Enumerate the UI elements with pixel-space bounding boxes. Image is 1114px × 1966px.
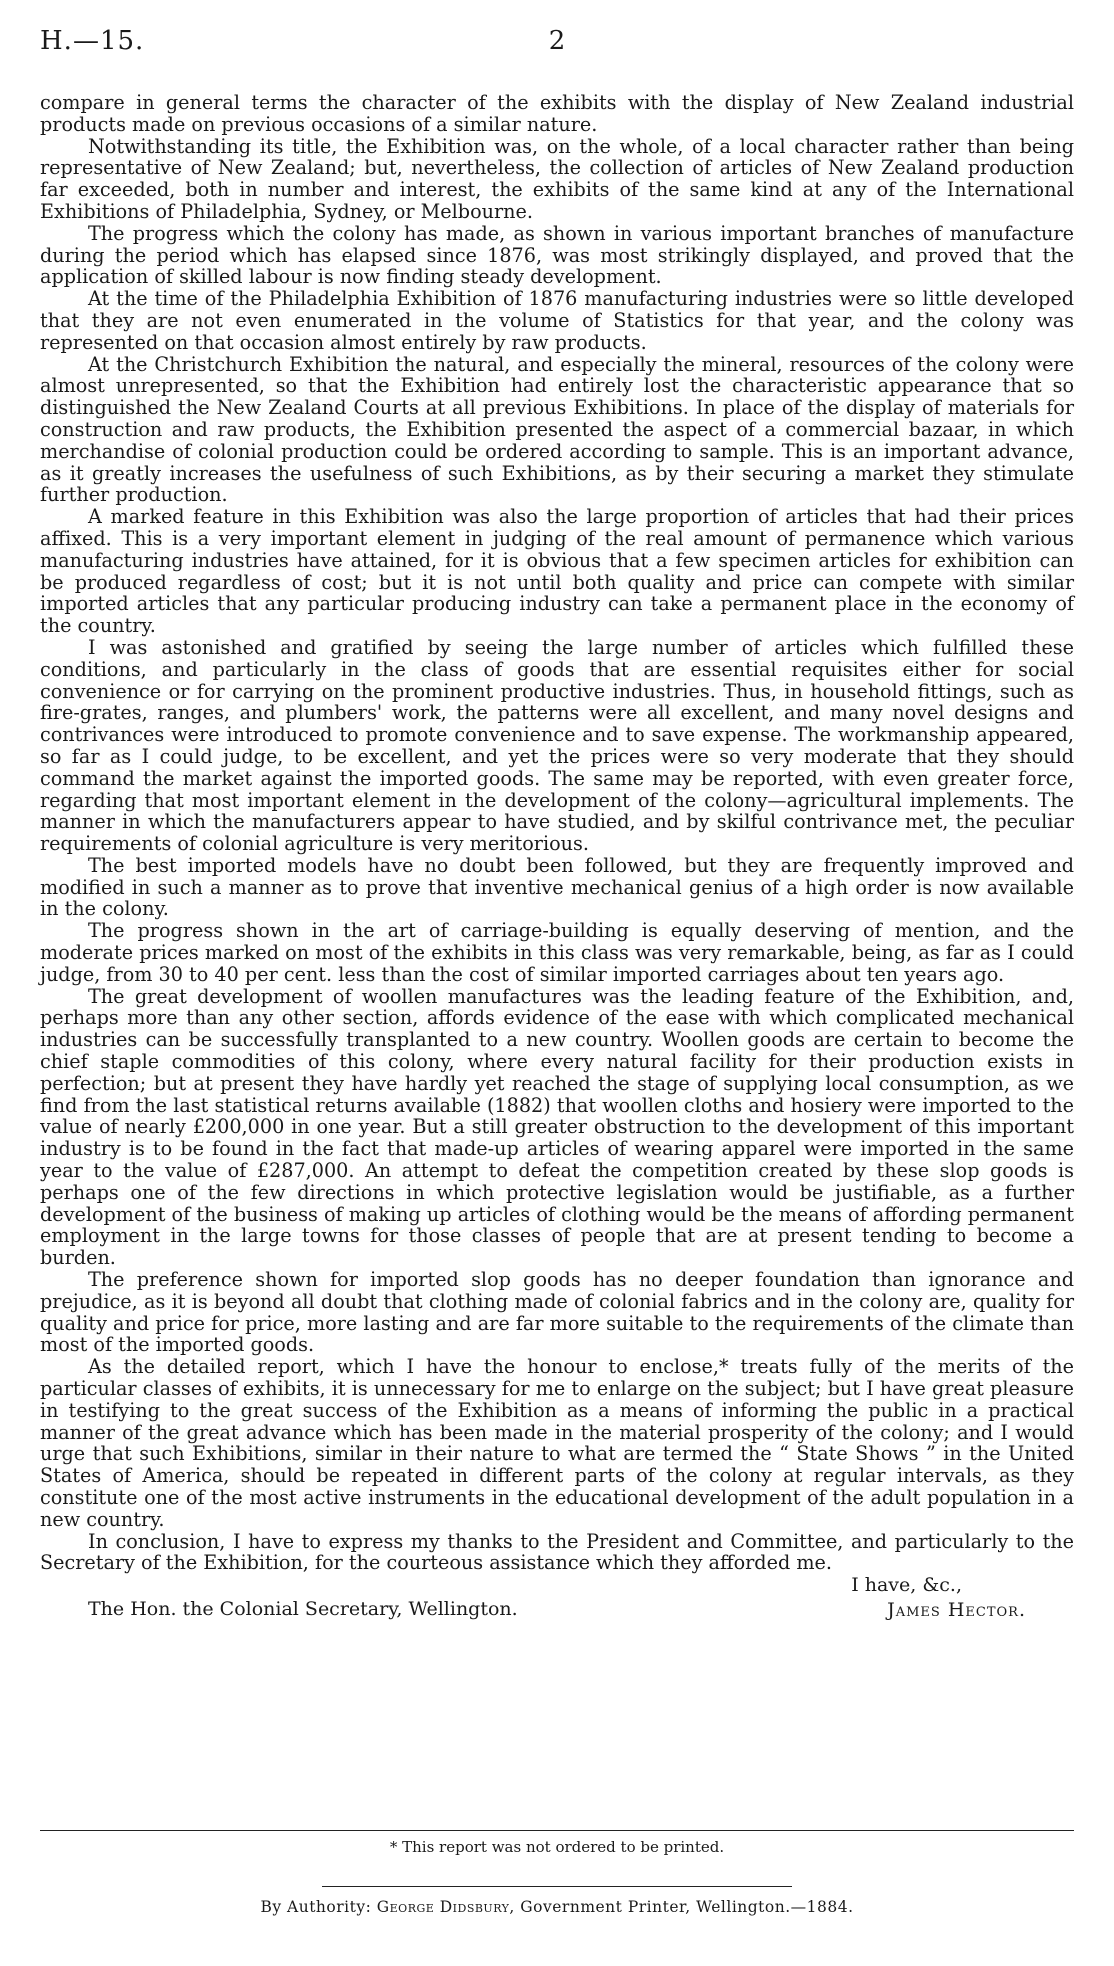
paragraph-5: At the Christchurch Exhibition the natural, and especially the mineral, resources of the colony were almost unrepresented, so that the Exhibition had entirely lost the characteristic appearance that so distinguished the New Zealand Courts at all previous Exhibitions. In place of the display of materials for construction and raw products, the Exhibition presented the aspect of a commercial bazaar, in which merchandise of colonial production could be ordered according to sample. This is an important advance, as it greatly increases the usefulness of such Exhibitions, as by their securing a market they stimulate further production. <box>40 352 1074 507</box>
imprint-rule <box>322 1886 792 1887</box>
valediction: I have, &c., <box>851 1574 962 1597</box>
document-reference: H.—15. <box>40 26 145 56</box>
signature: James Hector. <box>887 1599 1026 1622</box>
paragraph-3: The progress which the colony has made, as shown in various important branches of manufacture during the period which has elapsed since 1876, was most strikingly displayed, and proved that the application of skilled labour is now finding steady development. <box>40 221 1074 289</box>
paragraph-13: In conclusion, I have to express my thanks to the President and Committee, and particularly to the Secretary of the Exhibition, for the courteous assistance which they afforded me. <box>40 1529 1074 1575</box>
paragraph-10: The great development of woollen manufactures was the leading feature of the Exhibition, and, perhaps more than any other section, affords evidence of the ease with which complicated mechanical industries can be successfully transplanted to a new country. Woollen goods are certain to become the chief staple commodities of this colony, where every natural facility for their production exists in perfection; but at present they have hardly yet reached the stage of supplying local consumption, as we find from the last statistical returns available (1882) that woollen cloths and hosiery were imported to the value of nearly £200,000 in one year. But a still greater obstruction to the development of this important industry is to be found in the fact that made-up articles of wearing apparel were imported in the same year to the value of £287,000. An attempt to defeat the competition created by these slop goods is perhaps one of the few directions in which protective legislation would be justifiable, as a further development of the business of making up articles of clothing would be the means of affording permanent employment in the large towns for those classes of people that are at present tending to become a burden. <box>40 984 1074 1270</box>
footnote: * This report was not ordered to be printed. <box>389 1838 725 1856</box>
paragraph-12: As the detailed report, which I have the honour to enclose,* treats fully of the merits of the particular classes of exhibits, it is unnecessary for me to enlarge on the subject; but I have great pleasure in testifying to the great success of the Exhibition as a means of informing the public in a practical manner of the great advance which has been made in the material prosperity of the colony; and I would urge that such Exhibitions, similar in their nature to what are termed the “ State Shows ” in the United States of America, should be repeated in different parts of the colony at regular intervals, as they constitute one of the most active instruments in the educational development of the adult population in a new country. <box>40 1355 1074 1531</box>
paragraph-7: I was astonished and gratified by seeing the large number of articles which fulfilled these conditions, and particularly in the class of goods that are essential requisites either for social convenience or for carrying on the prominent productive industries. Thus, in household fittings, such as fire-grates, ranges, and plumbers' work, the patterns were all excellent, and many novel designs and contrivances were introduced to promote convenience and to save expense. The workmanship appeared, so far as I could judge, to be excellent, and yet the prices were so very moderate that they should command the market against the imported goods. The same may be reported, with even greater force, regarding that most important element in the development of the colony—agricultural implements. The manner in which the manufacturers appear to have studied, and by skilful contrivance met, the peculiar requirements of colonial agriculture is very meritorious. <box>40 635 1074 856</box>
paragraph-4: At the time of the Philadelphia Exhibition of 1876 manufacturing industries were so little developed that they are not even enumerated in the volume of Statistics for that year, and the colony was represented on that occasion almost entirely by raw products. <box>40 287 1074 354</box>
paragraph-6: A marked feature in this Exhibition was also the large proportion of articles that had their prices affixed. This is a very important element in judging of the real amount of permanence which various manufacturing industries have attained, for it is obvious that a few specimen articles for exhibition can be produced regardless of cost; but it is not until both quality and price can compete with similar imported articles that any particular producing industry can take a permanent place in the economy of the country. <box>40 505 1074 638</box>
paragraph-1: compare in general terms the character of the exhibits with the display of New Zealand industrial products made on previous occasions of a similar nature. <box>40 91 1074 136</box>
paragraph-9: The progress shown in the art of carriage-building is equally deserving of mention, and the moderate prices marked on most of the exhibits in this class was very remarkable, being, as far as I could judge, from 30 to 40 per cent. less than the cost of similar imported carriages about ten years ago. <box>40 919 1074 986</box>
letter-closing <box>40 1574 1074 1622</box>
page-number: 2 <box>548 26 566 56</box>
addressee: The Hon. the Colonial Secretary, Wellington. <box>88 1598 518 1621</box>
paragraph-8: The best imported models have no doubt been followed, but they are frequently improved and modified in such a manner as to prove that inventive mechanical genius of a high order is now available in the colony. <box>40 853 1074 921</box>
imprint-printer: George Didsbury, <box>376 1898 515 1916</box>
page-header <box>40 26 1074 66</box>
printer-imprint <box>0 1898 1114 1916</box>
paragraph-2: Notwithstanding its title, the Exhibition was, on the whole, of a local character rather than being representative of New Zealand; but, nevertheless, the collection of articles of New Zealand production far exceeded, both in number and interest, the exhibits of the same kind at any of the International Exhibitions of Philadelphia, Sydney, or Melbourne. <box>40 134 1074 223</box>
imprint-suffix: Government Printer, Wellington.—1884. <box>520 1898 854 1916</box>
letter-body <box>40 92 1074 1622</box>
paragraph-11: The preference shown for imported slop goods has no deeper foundation than ignorance and prejudice, as it is beyond all doubt that clothing made of colonial fabrics and in the colony are, quality for quality and price for price, more lasting and are far more suitable to the requirements of the climate than most of the imported goods. <box>40 1268 1074 1357</box>
footnote-rule <box>40 1830 1074 1831</box>
imprint-prefix: By Authority: <box>260 1898 372 1916</box>
